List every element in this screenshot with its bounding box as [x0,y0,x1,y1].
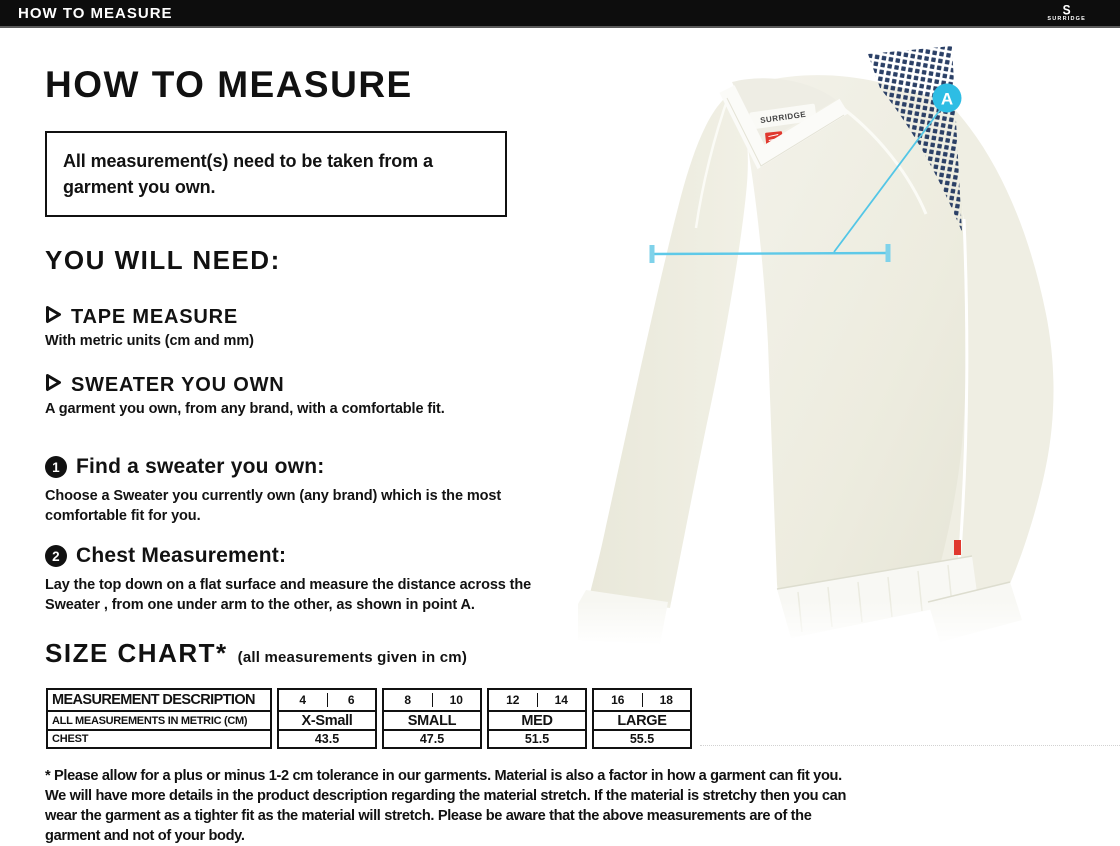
point-a-label: A [940,89,954,109]
size-chart-heading-row [45,638,467,669]
faint-divider [700,745,1120,746]
size-cell: 18 [642,693,691,707]
surridge-logo-icon: S [1062,1,1071,18]
chest-value: 51.5 [524,732,550,746]
size-group-label: LARGE [617,712,667,729]
measurement-note-box [45,131,507,217]
need-item-sweater [45,373,445,417]
page-title: HOW TO MEASURE [45,64,413,105]
size-group-large [592,688,692,749]
chest-value: 55.5 [629,732,655,746]
sweater-photo [578,44,1120,646]
row-header: MEASUREMENT DESCRIPTION [52,692,255,708]
size-group-label: X-Small [301,712,353,729]
size-cell: 4 [299,693,307,707]
size-cell: 8 [404,693,412,707]
collar-brand-text: SURRIDGE [759,109,807,126]
row-header: ALL MEASUREMENTS IN METRIC (CM) [52,714,248,727]
size-chart-subheading: (all measurements given in cm) [237,649,468,666]
step-desc: Choose a Sweater you currently own (any brand) which is the most comfortable fit for you. [45,488,502,525]
step-title: Find a sweater you own: [76,455,325,478]
you-will-need-heading: YOU WILL NEED: [45,245,281,275]
size-cell: 10 [432,693,481,707]
chest-value: 47.5 [419,732,445,746]
size-group-med [487,688,587,749]
title-bar [0,0,1120,28]
size-chart-label-column [46,688,272,749]
title-bar-label: HOW TO MEASURE [18,4,173,22]
size-group-small [382,688,482,749]
step-1 [45,455,585,527]
chest-value: 43.5 [314,732,340,746]
step-number-badge: 1 [45,456,67,478]
size-cell: 14 [537,693,586,707]
step-number-badge: 2 [45,545,67,567]
tolerance-footnote: * Please allow for a plus or minus 1-2 cm tolerance in our garments. Material is also a factor in how a garment can fit you. We will have more details in the product description regarding the material stretch. If the material is stretchy then you can wear the garment as a tighter fit as the material will stretch. Please be aware that the above measurements are of the garment and not of your body. [45,768,847,844]
size-cell: 6 [327,693,376,707]
step-desc: Lay the top down on a flat surface and measure the distance across the Sweater , from one under arm to the other, as shown in point A. [45,577,532,614]
red-side-tag [954,540,961,555]
size-group-label: MED [521,712,553,729]
row-header: CHEST [52,733,89,745]
step-2 [45,544,585,616]
size-group-xsmall [277,688,377,749]
size-group-label: SMALL [407,712,457,729]
size-chart-heading: SIZE CHART* [45,638,228,668]
need-item-title: TAPE MEASURE [71,306,239,328]
sweater-illustration [578,44,1120,646]
need-item-title: SWEATER YOU OWN [71,374,285,396]
measurement-note-text: All measurement(s) need to be taken from a garment you own. [63,151,433,198]
size-cell: 16 [611,693,625,707]
step-title: Chest Measurement: [76,544,287,567]
size-cell: 12 [506,693,520,707]
need-item-desc: A garment you own, from any brand, with a comfortable fit. [45,401,445,417]
triangle-bullet-icon [45,373,62,398]
surridge-logo [1047,1,1120,23]
need-item-desc: With metric units (cm and mm) [45,333,254,349]
size-chart-table [46,688,692,749]
triangle-bullet-icon [45,305,62,330]
need-item-tape-measure [45,305,254,349]
surridge-logo-text: SURRIDGE [1047,15,1086,22]
